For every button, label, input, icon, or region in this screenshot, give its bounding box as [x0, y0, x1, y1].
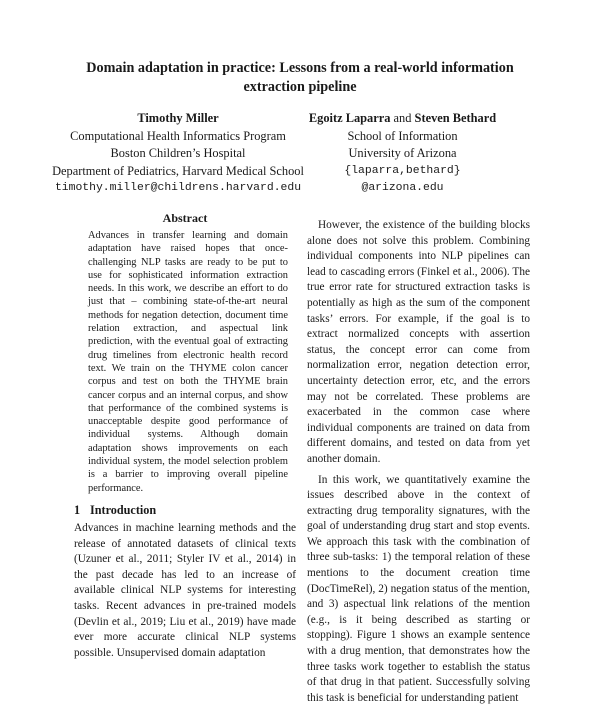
right-column	[307, 218, 530, 706]
affiliation-line: University of Arizona	[300, 145, 505, 163]
affiliation-line: Computational Health Informatics Program	[18, 128, 338, 146]
affiliation-line: Boston Children’s Hospital	[18, 145, 338, 163]
author-email[interactable]: {laparra,bethard}	[300, 163, 505, 181]
author-name: Steven Bethard	[415, 111, 497, 125]
section-heading	[74, 502, 296, 518]
intro-paragraph: Advances in machine learning methods and the release of annotated datasets of clinical texts (Uzuner et al., 2011; Styler IV et al., 2014) in the past decade has led to an increase of available clinical NLP systems for interesting tasks. Recent advances in pre-trained models (Devlin et al., 2019; Liu et al., 2019) have made ever more accurate clinical NLP systems possible. Unsupervised domain adaptation	[74, 521, 296, 661]
author-email[interactable]: @arizona.edu	[300, 180, 505, 198]
author-name: Egoitz Laparra	[309, 111, 391, 125]
author-block-right	[300, 110, 505, 198]
author-email[interactable]: timothy.miller@childrens.harvard.edu	[18, 180, 338, 198]
affiliation-line: Department of Pediatrics, Harvard Medical School	[18, 163, 338, 181]
left-column	[74, 210, 296, 661]
author-names-line	[300, 110, 505, 128]
abstract-text: Advances in transfer learning and domain adaptation have raised hopes that once-challenging NLP tasks are ready to be put to use for sophisticated information extraction needs. In this work, we describe an effort to do just that – combining state-of-the-art neural methods for negation detection, document time relation extraction, and aspectual link prediction, with the eventual goal of extracting drug timelines from electronic health record text. We train on the THYME colon cancer corpus and test on both the THYME brain cancer corpus and an internal corpus, and show that performance of the combined systems is unacceptable despite good performance of individual systems. Although domain adaptation shows improvements on each individual system, the model selection problem is a barrier to improving overall pipeline performance.	[88, 229, 288, 495]
paper-title: Domain adaptation in practice: Lessons from a real-world information extraction pipeline	[60, 59, 540, 97]
affiliation-line: School of Information	[300, 128, 505, 146]
section-title: Introduction	[90, 503, 156, 517]
body-paragraph: In this work, we quantitatively examine the issues described above in the context of extracting drug temporality signatures, with the goal of understanding drug start and stop events. We approach this task with the combination of three sub-tasks: 1) the temporal relation of these mentions to the document creation time (DocTimeRel), 2) negation status of the mention, and 3) aspectual link relations of the mention (e.g., is it being described as starting or stopping). Figure 1 shows an example sentence with a drug mention, that demonstrates how the three tasks work together to establish the status of that drug in that patient. Successfully solving this task is beneficial for understanding patient	[307, 473, 530, 706]
body-paragraph: However, the existence of the building blocks alone does not solve this problem. Combining individual components into NLP pipelines can lead to cascading errors (Finkel et al., 2006). The true error rate for structured extraction tasks is potentially as high as the sum of the component tasks’ errors. For example, if the goal is to extract normalized concepts with assertion status, the concept error can come from normalization error, negation detection error, uncertainty detection error, etc, and the errors may not be correlated. These problems are exacerbated in the common case where individual components are trained on data from different domains, and tested on data from yet another domain.	[307, 218, 530, 468]
abstract-body	[88, 229, 288, 495]
abstract-heading: Abstract	[74, 210, 296, 226]
author-conjunction: and	[394, 111, 412, 125]
author-block-left	[18, 110, 338, 198]
author-name: Timothy Miller	[18, 110, 338, 128]
section-number: 1	[74, 502, 90, 518]
